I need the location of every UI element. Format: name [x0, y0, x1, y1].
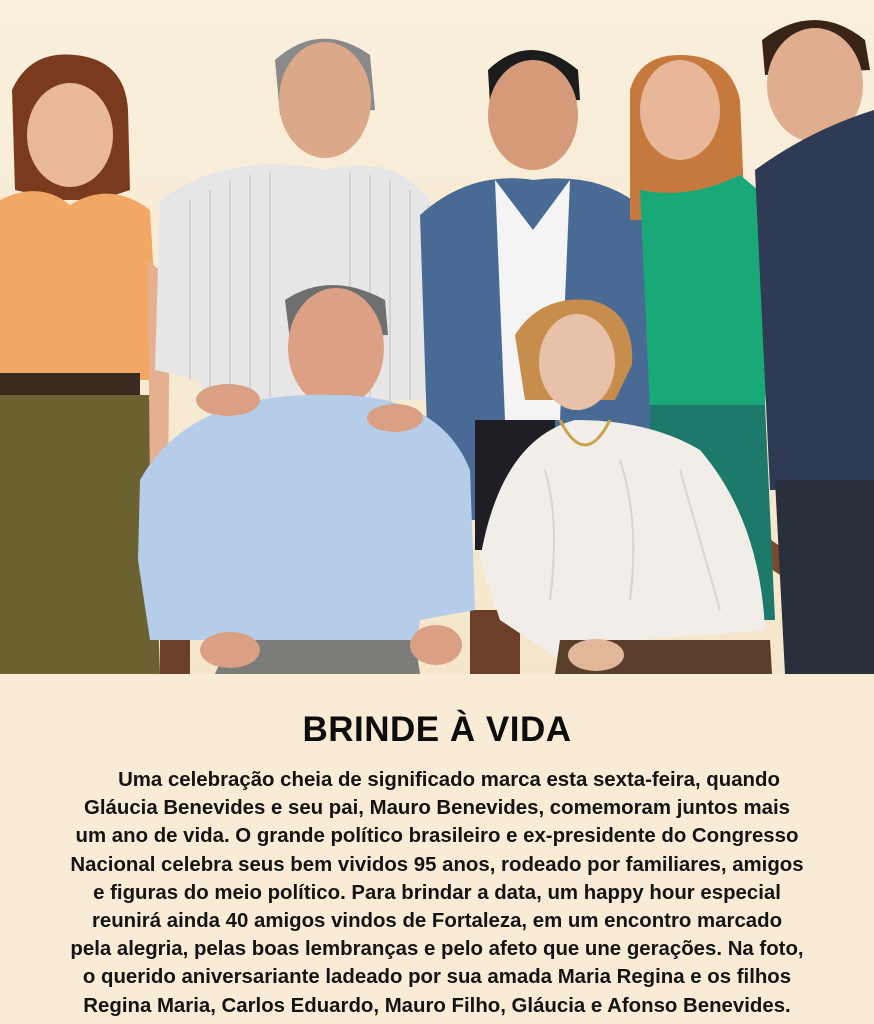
article-line: reunirá ainda 40 amigos vindos de Fortaleza, em um encontro marcado	[91, 910, 783, 933]
article-line: pela alegria, pelas boas lembranças e pelo afeto que une gerações. Na foto,	[70, 938, 804, 961]
article-line: o querido aniversariante ladeado por sua amada Maria Regina e os filhos	[82, 966, 792, 989]
article-line: Nacional celebra seus bem vividos 95 anos, rodeado por familiares, amigos	[70, 853, 804, 876]
article-line: um ano de vida. O grande político brasileiro e ex-presidente do Congresso	[75, 825, 799, 848]
article-line: e figuras do meio político. Para brindar a data, um happy hour especial	[93, 881, 781, 904]
article-caption	[0, 674, 874, 1024]
article-body	[26, 766, 848, 1020]
article-headline: BRINDE À VIDA	[302, 710, 572, 749]
article-line: Uma celebração cheia de significado marca esta sexta-feira, quando	[118, 769, 780, 791]
article-line: Gláucia Benevides e seu pai, Mauro Benevides, comemoram juntos mais	[84, 797, 790, 820]
article-line: Regina Maria, Carlos Eduardo, Mauro Filho, Gláucia e Afonso Benevides.	[83, 994, 791, 1017]
